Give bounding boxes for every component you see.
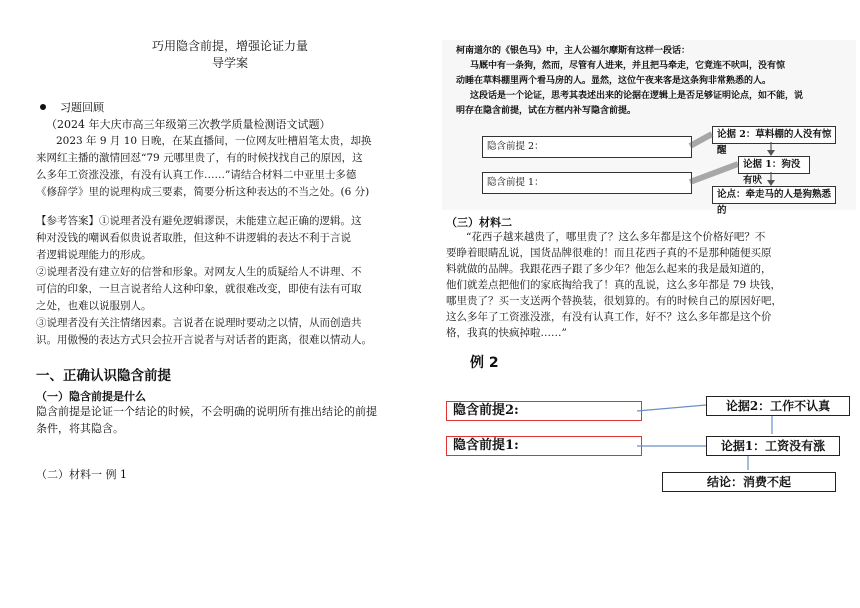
material-line: 哪里贵了？买一支送两个替换装，很划算的。有的时候自己的原因好吧， xyxy=(446,295,782,307)
premise-2-label: 隐含前提 2： xyxy=(487,141,544,152)
review-source: （2024 年大庆市高三年级第三次教学质量检测语文试题） xyxy=(46,118,331,131)
premise-2-box[interactable] xyxy=(482,136,692,158)
example-argument-1-box: 论据1：工资没有涨 xyxy=(706,436,840,456)
answer-line: ②说理者没有建立好的信誉和形象。对网友人生的质疑给人不讲理、不 xyxy=(36,266,362,278)
scanned-excerpt xyxy=(442,40,856,216)
argument-2-box: 论据 2：草料棚的人没有惊醒 xyxy=(712,126,836,144)
body-line: 条件，将其隐含。 xyxy=(36,422,124,435)
scan-line: 动睡在草料棚里两个看马房的人。显然，这位午夜来客是这条狗非常熟悉的人。 xyxy=(456,76,772,86)
answer-line: 者逻辑说理能力的形成。 xyxy=(36,249,152,261)
review-answer xyxy=(36,213,428,349)
page-subtitle: 导学案 xyxy=(211,56,248,70)
premise-1-box[interactable] xyxy=(482,172,692,194)
example-two-label: 例 2 xyxy=(470,355,499,371)
example-premise-2-box[interactable]: 隐含前提2: xyxy=(446,401,642,421)
material-two-heading: （三）材料二 xyxy=(446,216,512,229)
page-title: 巧用隐含前提，增强论证力量 xyxy=(151,39,308,53)
premise-1-label: 隐含前提 1： xyxy=(487,177,544,188)
answer-line: 识。用傲慢的表达方式只会拉开言说者与对话者的距离，很难以情动人。 xyxy=(36,334,372,346)
question-line: 2023 年 9 月 10 日晚，在某直播间，一位网友吐槽眉笔太贵，却换 xyxy=(56,135,372,147)
material-line: 他们就差点把他们的家底掏给我了！真的乱说，这么多年都是 79 块钱， xyxy=(446,279,782,291)
argument-1-box: 论据 1：狗没有吠 xyxy=(738,156,810,174)
conclusion-box: 论点：牵走马的人是狗熟悉的 xyxy=(712,186,836,204)
answer-line: 种对没钱的嘲讽看似贵说者取胜，但这种不讲逻辑的表达不利于言说 xyxy=(36,232,351,244)
answer-line: 【参考答案】①说理者没有避免逻辑谬误，未能建立起正确的逻辑。这 xyxy=(36,215,362,227)
material-line: 格，我真的快疯掉啦……” xyxy=(446,327,567,339)
material-line: 要睁着眼睛乱说，国货品牌很难的！而且花西子真的不是那种随便买原 xyxy=(446,247,772,259)
material-line: “花西子越来越贵了，哪里贵了？这么多年都是这个价格好吧？不 xyxy=(466,231,766,243)
review-heading: 习题回顾 xyxy=(60,101,104,114)
answer-line: ③说理者没有关注情绪因素。言说者在说理时要动之以情，从而创造共 xyxy=(36,317,362,329)
example-argument-2-box: 论据2：工作不认真 xyxy=(706,396,850,416)
scan-line: 这段话是一个论证，思考其表述出来的论据在逻辑上是否足够证明论点，如不能，说 xyxy=(470,91,804,101)
scan-line: 马厩中有一条狗，然而，尽管有人进来，并且把马牵走，它竟连不吠叫，没有惊 xyxy=(470,61,786,71)
question-line: 来网红主播的激情回怼“79 元哪里贵了，有的时候找找自己的原因，这 xyxy=(36,152,363,164)
material-line: 这么多年了工资涨没涨，有没有认真工作，好不？这么多年都是这个价 xyxy=(446,311,772,323)
subsection-body xyxy=(36,403,428,437)
bullet-icon xyxy=(40,104,46,110)
review-question xyxy=(36,133,428,201)
example-premise-1-box[interactable]: 隐含前提1: xyxy=(446,436,642,456)
answer-line: 可信的印象，一旦言说者给人这种印象，就很难改变，即使有法有可取 xyxy=(36,283,362,295)
subsection-heading: （一）隐含前提是什么 xyxy=(36,390,146,403)
material-line: 料就做的品牌。我跟花西子跟了多少年？他怎么起来的我是最知道的， xyxy=(446,263,772,275)
answer-line: 之处，也难以说服别人。 xyxy=(36,300,152,312)
section-heading: 一、正确认识隐含前提 xyxy=(36,368,171,384)
example-conclusion-box: 结论：消费不起 xyxy=(662,472,836,492)
scan-line: 明存在隐含前提，试在方框内补写隐含前提。 xyxy=(456,106,637,116)
scan-line: 柯南道尔的《银色马》中，主人公福尔摩斯有这样一段话： xyxy=(456,46,691,56)
material-two-body xyxy=(446,229,856,341)
question-line: 《修辞学》里的说理构成三要素，简要分析这种表达的不当之处。(6 分) xyxy=(36,186,370,198)
material-one-heading: （二）材料一 例 1 xyxy=(36,468,127,481)
question-line: 么多年工资涨没涨，有没有认真工作……”请结合材料二中亚里士多德 xyxy=(36,169,357,181)
body-line: 隐含前提是论证一个结论的时候，不会明确的说明所有推出结论的前提 xyxy=(36,405,377,418)
